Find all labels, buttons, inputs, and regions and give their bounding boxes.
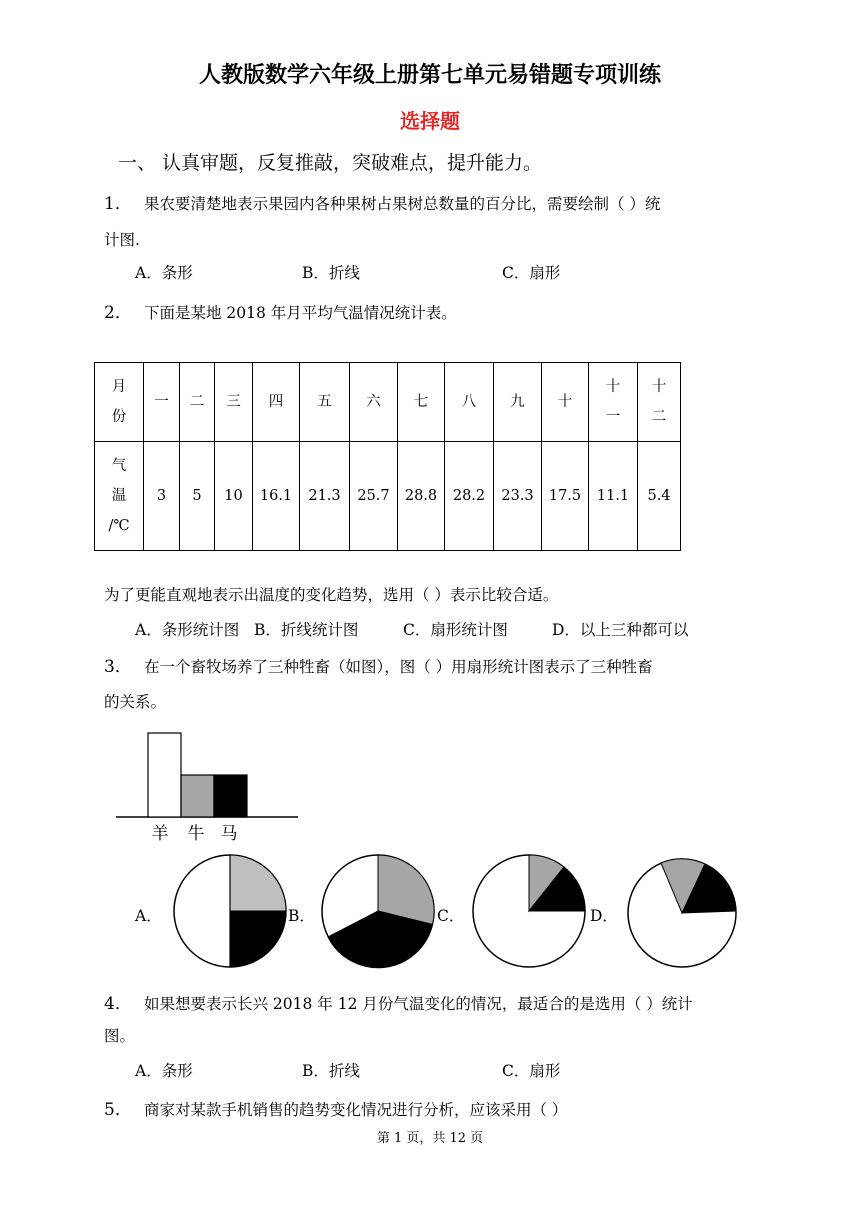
bar-label-sheep: 羊	[151, 824, 169, 844]
temperature-table	[94, 362, 681, 551]
page-title: 人教版数学六年级上册第七单元易错题专项训练	[198, 62, 661, 88]
month-cell: 十 二	[638, 363, 681, 442]
question-number: 1．	[104, 194, 132, 214]
q2-option-b[interactable]: B．折线统计图	[254, 621, 359, 639]
temperature-cell: 28.8	[398, 442, 445, 551]
temperature-cell: 23.3	[494, 442, 542, 551]
q2-option-d[interactable]: D．以上三种都可以	[552, 621, 689, 639]
question-3-line2: 的关系。	[104, 693, 167, 711]
pie-slice	[230, 855, 286, 911]
q3-option-b-label[interactable]: B．	[288, 907, 315, 925]
q1-option-c[interactable]: C．扇形	[502, 264, 561, 282]
temperature-cell: 5.4	[638, 442, 681, 551]
month-cell: 七	[398, 363, 445, 442]
month-cell: 三	[215, 363, 253, 442]
temperature-cell: 21.3	[300, 442, 350, 551]
question-1-line2: 计图.	[104, 231, 140, 249]
temperature-row	[95, 442, 681, 551]
temperature-cell: 10	[215, 442, 253, 551]
pie-chart-option-b[interactable]	[320, 853, 436, 969]
question-number: 4．	[104, 994, 132, 1014]
question-text: 下面是某地 2018 年月平均气温情况统计表。	[144, 304, 457, 322]
question-2	[104, 298, 457, 323]
month-cell: 六	[350, 363, 398, 442]
section-subtitle: 选择题	[400, 109, 460, 133]
bar-sheep	[148, 733, 181, 817]
q4-option-c[interactable]: C．扇形	[502, 1062, 561, 1080]
q3-option-c-label[interactable]: C．	[437, 907, 465, 925]
q2-option-a[interactable]: A．条形统计图	[135, 621, 240, 639]
temperature-cell: 3	[144, 442, 180, 551]
pie-chart-option-d[interactable]	[626, 857, 738, 969]
bar-cattle	[181, 775, 214, 817]
question-text: 商家对某款手机销售的趋势变化情况进行分析，应该采用（ ）	[144, 1101, 568, 1119]
header-char: /℃	[108, 518, 130, 534]
question-3	[104, 652, 653, 677]
temperature-cell: 28.2	[445, 442, 494, 551]
question-1	[104, 189, 660, 214]
temperature-cell: 11.1	[589, 442, 638, 551]
month-cell: 八	[445, 363, 494, 442]
question-text: 如果想要表示长兴 2018 年 12 月份气温变化的情况，最适合的是选用（ ）统计	[144, 995, 693, 1013]
q4-option-b[interactable]: B．折线	[302, 1062, 360, 1080]
header-char: 月	[111, 379, 127, 395]
question-2-followup: 为了更能直观地表示出温度的变化趋势，选用（ ）表示比较合适。	[104, 586, 559, 604]
bar-label-cattle: 牛	[187, 824, 205, 844]
question-5	[104, 1095, 567, 1120]
month-cell: 十	[542, 363, 589, 442]
month-cell: 二	[180, 363, 215, 442]
question-4	[104, 989, 693, 1014]
month-cell: 十 一	[589, 363, 638, 442]
temperature-cell: 17.5	[542, 442, 589, 551]
month-cell: 四	[253, 363, 300, 442]
month-cell: 一	[144, 363, 180, 442]
question-number: 5．	[104, 1100, 132, 1120]
question-number: 3．	[104, 657, 132, 677]
question-4-line2: 图。	[104, 1027, 136, 1045]
header-char: 份	[111, 409, 127, 425]
temperature-cell: 16.1	[253, 442, 300, 551]
header-char: 气	[111, 458, 127, 474]
q3-option-d-label[interactable]: D．	[590, 907, 618, 925]
q3-option-a-label[interactable]: A．	[135, 907, 162, 925]
pie-slice	[230, 911, 286, 967]
pie-chart-option-c[interactable]	[471, 853, 587, 969]
q4-option-a[interactable]: A．条形	[135, 1062, 193, 1080]
question-text: 果农要清楚地表示果园内各种果树占果树总数量的百分比，需要绘制（ ）统	[144, 195, 661, 213]
temperature-header-cell	[95, 442, 144, 551]
month-cell: 九	[494, 363, 542, 442]
month-row	[95, 363, 681, 442]
livestock-bar-chart	[110, 725, 310, 845]
month-cell: 五	[300, 363, 350, 442]
temperature-cell: 5	[180, 442, 215, 551]
bar-horse	[214, 775, 247, 817]
month-header-cell	[95, 363, 144, 442]
question-text: 在一个畜牧场养了三种牲畜（如图），图（ ）用扇形统计图表示了三种牲畜	[144, 658, 653, 676]
question-number: 2．	[104, 303, 132, 323]
q1-option-a[interactable]: A．条形	[135, 264, 193, 282]
pie-chart-option-a[interactable]	[172, 853, 288, 969]
q1-option-b[interactable]: B．折线	[302, 264, 360, 282]
q2-option-c[interactable]: C．扇形统计图	[403, 621, 508, 639]
section-instruction: 一、 认真审题，反复推敲，突破难点，提升能力。	[118, 152, 543, 174]
temperature-cell: 25.7	[350, 442, 398, 551]
header-char: 温	[111, 488, 127, 504]
bar-label-horse: 马	[220, 824, 238, 844]
page-footer: 第 1 页，共 12 页	[376, 1131, 484, 1146]
